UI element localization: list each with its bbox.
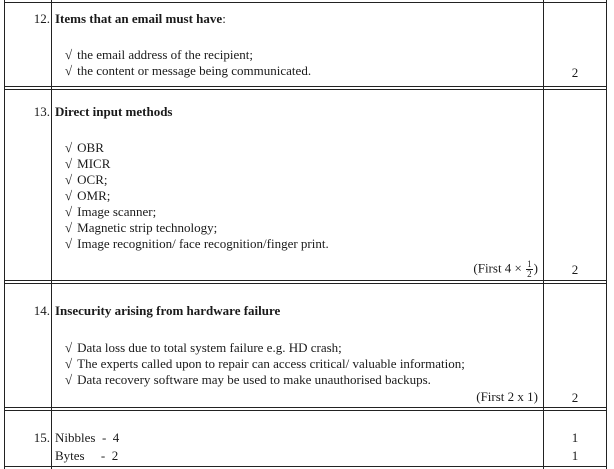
fraction-denominator: 2	[527, 269, 532, 279]
row-divider	[4, 407, 607, 408]
answer-point: √ Data loss due to total system failure e.g. HD crash;	[65, 340, 342, 355]
marks-value: 2	[571, 390, 579, 405]
marks-value: 1	[571, 430, 579, 445]
question-number: 12.	[33, 11, 50, 26]
answer-point: √ Data recovery software may be used to make unauthorised backups.	[65, 372, 431, 387]
question-number: 13.	[33, 104, 50, 119]
answer-row-label: Nibbles - 4	[55, 430, 120, 445]
answer-point: √ Image scanner;	[65, 204, 156, 219]
marks-value: 1	[571, 448, 579, 463]
row-divider	[4, 410, 607, 411]
question-number: 15.	[33, 430, 50, 445]
table-border-right	[606, 0, 607, 469]
column-divider-number	[51, 0, 52, 469]
answer-point: √ OMR;	[65, 188, 110, 203]
table-border-left	[4, 0, 5, 469]
answer-row-label: Bytes - 2	[55, 448, 119, 463]
answer-point: √ The experts called upon to repair can access critical/ valuable information;	[65, 356, 465, 371]
marking-note	[473, 260, 538, 279]
marking-note-prefix: (First 4 ×	[473, 260, 522, 276]
fraction-numerator: 1	[527, 259, 532, 269]
answer-point: √ OBR	[65, 140, 104, 155]
question-heading-text: Items that an email must have	[55, 11, 223, 26]
answer-point: √ Magnetic strip technology;	[65, 220, 217, 235]
question-heading: Direct input methods	[55, 104, 173, 119]
fraction	[526, 260, 533, 279]
answer-point: √ the content or message being communicated.	[65, 63, 311, 78]
row-divider	[4, 86, 607, 87]
marks-value: 2	[571, 65, 579, 80]
marking-note-suffix: )	[533, 260, 538, 276]
answer-point: √ the email address of the recipient;	[65, 47, 253, 62]
answer-point: √ Image recognition/ face recognition/finger print.	[65, 236, 329, 251]
heading-colon: :	[222, 11, 226, 26]
question-number: 14.	[33, 303, 50, 318]
row-divider	[4, 466, 607, 467]
marks-value: 2	[571, 262, 579, 277]
row-divider	[4, 89, 607, 90]
row-divider	[4, 280, 607, 281]
question-heading: Insecurity arising from hardware failure	[55, 303, 281, 318]
answer-point: √ MICR	[65, 156, 110, 171]
row-divider	[4, 2, 607, 3]
answer-point: √ OCR;	[65, 172, 107, 187]
question-heading	[55, 11, 226, 26]
marking-note: (First 2 x 1)	[476, 389, 538, 404]
row-divider	[4, 283, 607, 284]
